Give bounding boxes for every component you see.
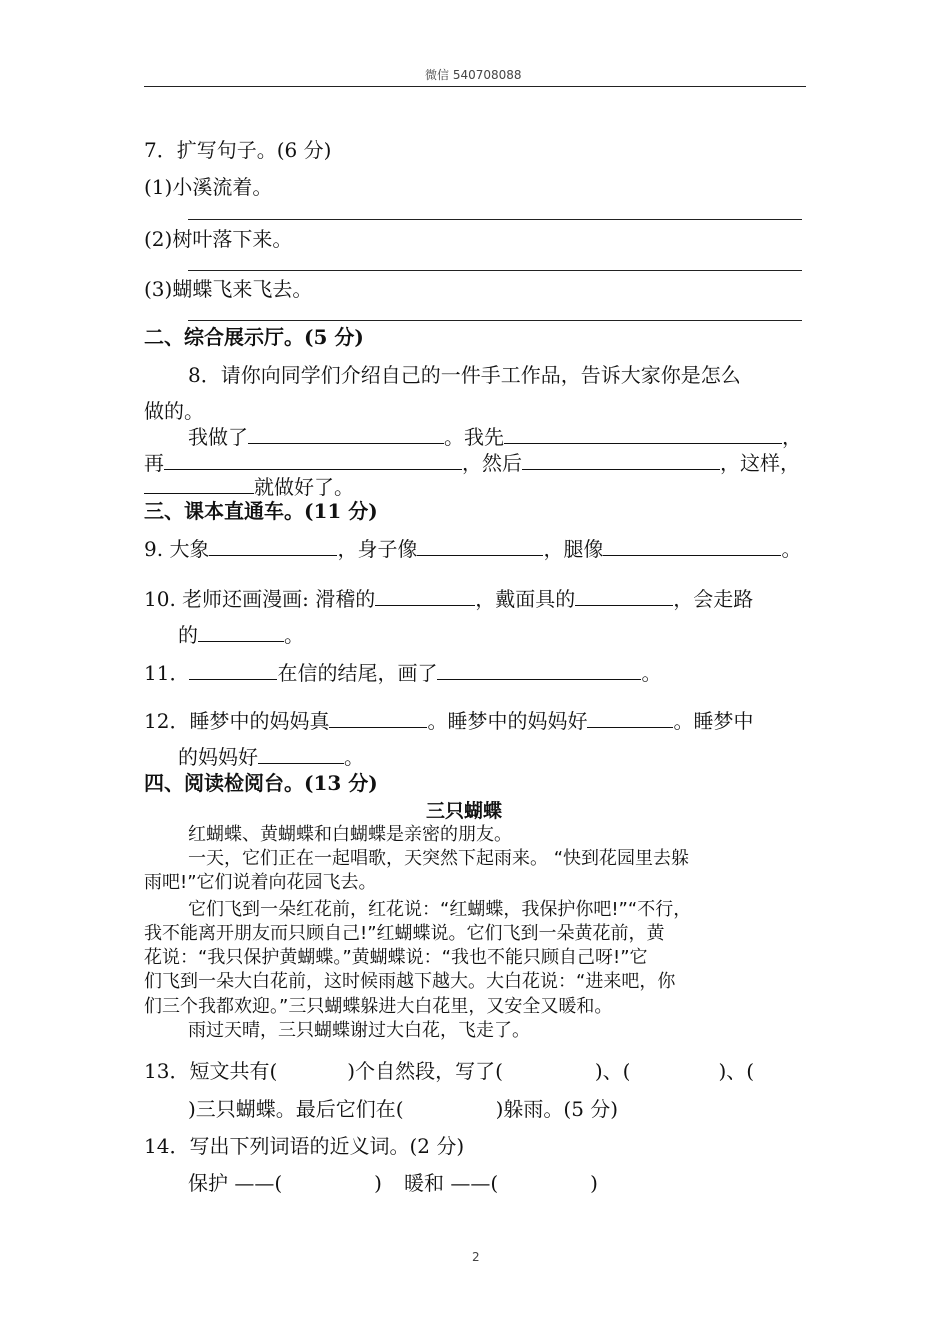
q13-text: 13．短文共有( [144,1059,278,1083]
q8-prompt-line-2: 做的。 [144,399,204,423]
q13-text: )个自然段，写了( [347,1059,503,1083]
q9-blank-1[interactable] [209,537,337,556]
q11 [144,660,661,686]
q10-text: 。 [284,623,304,647]
q12-blank-1[interactable] [329,709,427,728]
q8-blank-made[interactable] [248,425,444,444]
q12-text: 。睡梦中的妈妈好 [427,709,588,733]
q8-fill-line-2 [144,450,800,476]
story-line: 雨过天晴，三只蝴蝶谢过大白花，飞走了。 [188,1020,530,1041]
q10-text: ，戴面具的 [475,587,576,611]
q9-text: ，身子像 [337,537,418,561]
q12-text: 的妈妈好 [178,745,258,769]
q14-text: ) [590,1171,598,1195]
q10-text: 的 [178,623,198,647]
page-header: 微信 540708088 [425,68,522,82]
story-line: 雨吧!”它们说着向花园飞去。 [144,872,377,893]
q11-text: 在信的结尾，画了 [277,661,438,685]
story-line: 花说：“我只保护黄蝴蝶。”黄蝴蝶说：“我也不能只顾自己呀!”它 [144,947,648,968]
q10-text: ，会走路 [673,587,754,611]
section-3-title: 三、课本直通车。(11 分) [144,499,378,523]
story-line: 们三个我都欢迎。”三只蝴蝶躲进大白花里，又安全又暖和。 [144,996,613,1017]
q8-text: 再 [144,451,164,475]
q9-blank-3[interactable] [603,537,781,556]
q8-fill-line-3 [144,474,354,500]
q8-text: ，然后 [462,451,522,475]
q11-text: 。 [641,661,662,685]
q10-line-1 [144,586,753,612]
page-number: 2 [472,1250,480,1264]
header-rule [144,86,806,87]
q12-line-1 [144,708,753,734]
q12-line-2 [178,744,364,770]
q11-blank-2[interactable] [437,661,641,680]
q7-answer-line-1[interactable] [188,219,802,220]
story-line: 一天，它们正在一起唱歌，天突然下起雨来。 “快到花园里去躲 [188,848,690,869]
q14-text: ) [374,1171,382,1195]
q7-title: 7．扩写句子。(6 分) [144,138,332,162]
q14-answers [188,1170,598,1196]
q12-blank-3[interactable] [258,745,344,764]
q10-blank-1[interactable] [375,587,475,606]
q9-text: 。 [781,537,802,561]
q8-fill-line-1 [188,424,802,450]
q9 [144,536,801,562]
q7-answer-line-2[interactable] [188,270,802,271]
q7-item-3: (3)蝴蝶飞来飞去。 [144,277,313,301]
q13-text: )、( [718,1059,755,1083]
q8-blank-first[interactable] [504,425,782,444]
q11-blank-1[interactable] [189,661,277,680]
q8-prompt-line-1: 8．请你向同学们介绍自己的一件手工作品，告诉大家你是怎么 [188,363,741,387]
q13-text: )躲雨。(5 分) [495,1097,619,1121]
q8-text: 就做好了。 [254,475,354,499]
q10-line-2 [178,622,304,648]
story-line: 们飞到一朵大白花前，这时候雨越下越大。大白花说：“进来吧，你 [144,971,676,992]
section-2-title: 二、综合展示厅。(5 分) [144,325,364,349]
story-line: 红蝴蝶、黄蝴蝶和白蝴蝶是亲密的朋友。 [188,824,512,845]
q13-line-1 [144,1058,754,1084]
q10-blank-2[interactable] [575,587,673,606]
q11-text: 11． [144,661,190,685]
q8-text: 我做了 [188,425,248,449]
q14-title: 14．写出下列词语的近义词。(2 分) [144,1134,465,1158]
story-title: 三只蝴蝶 [426,800,503,822]
q8-text: ， [782,425,802,449]
q13-line-2 [188,1096,618,1122]
q13-text: )三只蝴蝶。最后它们在( [188,1097,404,1121]
q8-text: ，这样， [720,451,800,475]
q8-blank-so[interactable] [144,475,254,494]
q12-text: 。 [344,745,364,769]
q12-blank-2[interactable] [587,709,673,728]
story-line: 它们飞到一朵红花前，红花说：“红蝴蝶，我保护你吧!”“不行， [188,899,692,920]
q7-answer-line-3[interactable] [188,320,802,321]
q9-text: ，腿像 [543,537,604,561]
q8-blank-after[interactable] [522,451,720,470]
q12-text: 12．睡梦中的妈妈真 [144,709,330,733]
q9-text: 9. 大象 [144,537,210,561]
story-line: 我不能离开朋友而只顾自己!”红蝴蝶说。它们飞到一朵黄花前，黄 [144,923,665,944]
q12-text: 。睡梦中 [673,709,754,733]
q8-blank-then[interactable] [164,451,462,470]
q9-blank-2[interactable] [417,537,543,556]
q10-blank-3[interactable] [198,623,284,642]
q7-item-2: (2)树叶落下来。 [144,227,293,251]
q13-text: )、( [594,1059,631,1083]
q14-text: 暖和 ——( [403,1171,499,1195]
q7-item-1: (1)小溪流着。 [144,175,273,199]
section-4-title: 四、阅读检阅台。(13 分) [144,771,378,795]
q8-text: 。我先 [444,425,504,449]
q14-text: 保护 ——( [188,1171,283,1195]
q10-text: 10. 老师还画漫画: 滑稽的 [144,587,376,611]
